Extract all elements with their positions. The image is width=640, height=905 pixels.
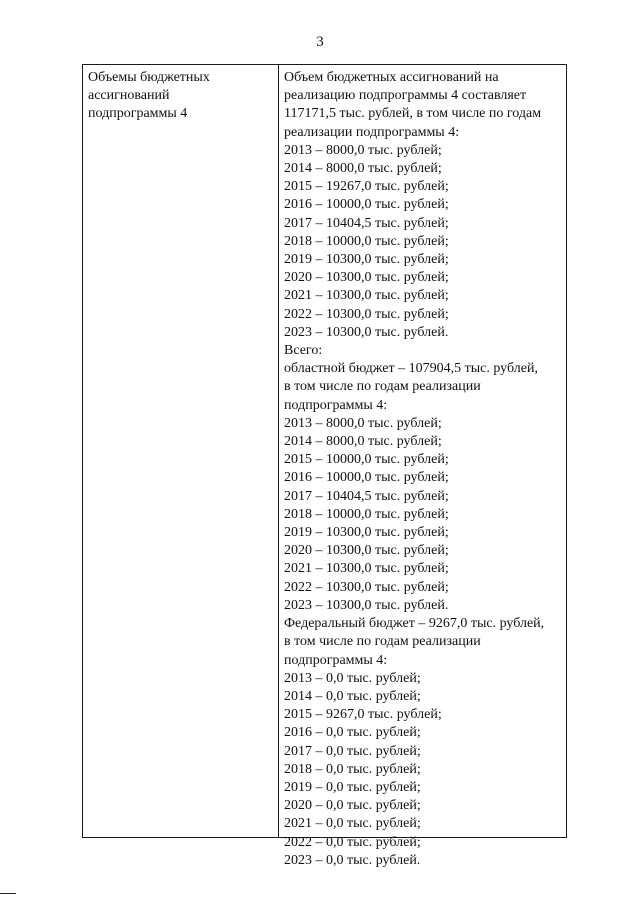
- column-divider: [278, 65, 279, 837]
- page-number: 3: [316, 34, 324, 50]
- right-cell-line: 2018 – 0,0 тыс. рублей;: [284, 761, 421, 777]
- right-cell-line: 2017 – 10404,5 тыс. рублей;: [284, 215, 449, 231]
- right-cell-line: 2023 – 10300,0 тыс. рублей.: [284, 324, 449, 340]
- right-cell-line: в том числе по годам реализации: [284, 634, 481, 650]
- right-cell-line: 2016 – 10000,0 тыс. рублей;: [284, 470, 449, 486]
- right-cell-line: подпрограммы 4:: [284, 397, 388, 413]
- right-cell-line: 2018 – 10000,0 тыс. рублей;: [284, 506, 449, 522]
- left-cell-line: ассигнований: [88, 88, 170, 104]
- right-cell-line: 2022 – 0,0 тыс. рублей;: [284, 834, 421, 850]
- right-cell-line: 2019 – 10300,0 тыс. рублей;: [284, 252, 449, 268]
- right-cell-line: реализацию подпрограммы 4 составляет: [284, 88, 527, 104]
- right-cell-line: реализации подпрограммы 4:: [284, 124, 460, 140]
- right-cell-line: 2019 – 0,0 тыс. рублей;: [284, 779, 421, 795]
- budget-table: [82, 64, 567, 868]
- right-cell-line: 2013 – 8000,0 тыс. рублей;: [284, 142, 442, 158]
- right-cell-line: Объем бюджетных ассигнований на: [284, 70, 499, 85]
- right-cell-line: 2016 – 10000,0 тыс. рублей;: [284, 197, 449, 213]
- right-cell-line: 2017 – 0,0 тыс. рублей;: [284, 743, 421, 759]
- right-cell-line: 2023 – 0,0 тыс. рублей.: [284, 852, 421, 868]
- right-cell-line: 2015 – 19267,0 тыс. рублей;: [284, 179, 449, 195]
- right-cell-content: [284, 69, 566, 870]
- right-cell-line: Всего:: [284, 343, 323, 359]
- corner-mark: [0, 893, 16, 894]
- right-cell-line: в том числе по годам реализации: [284, 379, 481, 395]
- right-cell-line: 2013 – 0,0 тыс. рублей;: [284, 670, 421, 686]
- left-cell-label: [88, 69, 273, 124]
- right-cell-line: 2016 – 0,0 тыс. рублей;: [284, 725, 421, 741]
- right-cell-line: 2015 – 10000,0 тыс. рублей;: [284, 452, 449, 468]
- right-cell-line: Федеральный бюджет – 9267,0 тыс. рублей,: [284, 616, 545, 632]
- right-cell-line: 2021 – 0,0 тыс. рублей;: [284, 816, 421, 832]
- right-cell-line: 2022 – 10300,0 тыс. рублей;: [284, 306, 449, 322]
- right-cell-line: 2015 – 9267,0 тыс. рублей;: [284, 707, 442, 723]
- left-cell-line: подпрограммы 4: [88, 106, 188, 122]
- left-cell-line: Объемы бюджетных: [88, 70, 210, 85]
- right-cell-line: 2014 – 0,0 тыс. рублей;: [284, 688, 421, 704]
- right-cell-line: 2021 – 10300,0 тыс. рублей;: [284, 561, 449, 577]
- right-cell-line: 117171,5 тыс. рублей, в том числе по годам: [284, 106, 542, 122]
- right-cell-line: 2020 – 0,0 тыс. рублей;: [284, 798, 421, 814]
- right-cell-line: 2020 – 10300,0 тыс. рублей;: [284, 543, 449, 559]
- right-cell-line: 2019 – 10300,0 тыс. рублей;: [284, 525, 449, 541]
- right-cell-line: 2020 – 10300,0 тыс. рублей;: [284, 270, 449, 286]
- right-cell-line: 2017 – 10404,5 тыс. рублей;: [284, 488, 449, 504]
- right-cell-line: 2013 – 8000,0 тыс. рублей;: [284, 415, 442, 431]
- right-cell-line: 2021 – 10300,0 тыс. рублей;: [284, 288, 449, 304]
- right-cell-line: 2022 – 10300,0 тыс. рублей;: [284, 579, 449, 595]
- right-cell-line: 2018 – 10000,0 тыс. рублей;: [284, 233, 449, 249]
- right-cell-line: областной бюджет – 107904,5 тыс. рублей,: [284, 361, 538, 377]
- right-cell-line: 2014 – 8000,0 тыс. рублей;: [284, 434, 442, 450]
- right-cell-line: 2014 – 8000,0 тыс. рублей;: [284, 161, 442, 177]
- right-cell-line: подпрограммы 4:: [284, 652, 388, 668]
- right-cell-line: 2023 – 10300,0 тыс. рублей.: [284, 597, 449, 613]
